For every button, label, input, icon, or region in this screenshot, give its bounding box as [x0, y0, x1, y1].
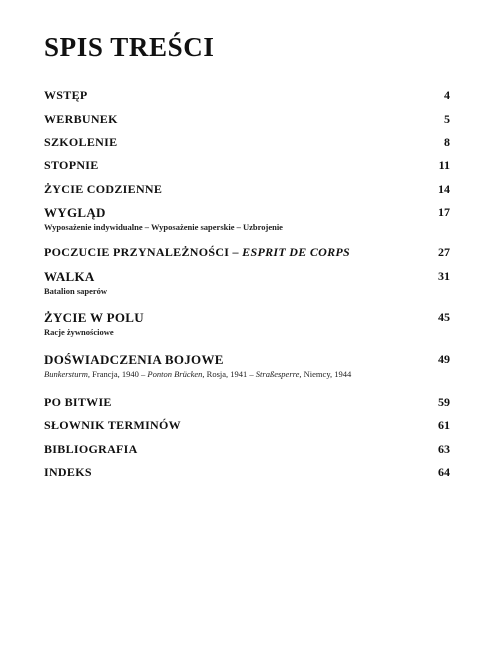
toc-entry-page: 5 — [444, 112, 450, 126]
subtitle-part: Straßesperre — [255, 369, 300, 379]
toc-entry-label-main: POCZUCIE PRZYNALEŻNOŚCI – — [44, 245, 243, 259]
toc-entry-bibliografia[interactable] — [44, 442, 450, 458]
subtitle-part: , Niemcy, 1944 — [299, 369, 352, 379]
toc-entry-label: SŁOWNIK TERMINÓW — [44, 418, 181, 432]
toc-entry-page: 14 — [438, 182, 450, 196]
toc-entry-label: BIBLIOGRAFIA — [44, 442, 138, 456]
toc-entry-wyglad[interactable] — [44, 205, 450, 232]
toc-entry-poczucie-przynaleznosci[interactable] — [44, 245, 450, 261]
toc-entry-label: ŻYCIE CODZIENNE — [44, 182, 163, 196]
toc-entry-po-bitwie[interactable] — [44, 395, 450, 411]
toc-entry-label: WERBUNEK — [44, 112, 118, 126]
toc-entry-page: 17 — [438, 205, 450, 219]
toc-entry-page: 31 — [438, 269, 450, 283]
toc-entry-zycie-codzienne[interactable] — [44, 182, 450, 198]
toc-entry-subtitle: Batalion saperów — [44, 286, 108, 296]
toc-entry-subtitle — [44, 369, 450, 379]
toc-entry-page: 45 — [438, 310, 450, 324]
toc-entry-label: WYGLĄD — [44, 205, 106, 220]
toc-entry-label: DOŚWIADCZENIA BOJOWE — [44, 352, 224, 367]
toc-entry-page: 63 — [438, 442, 450, 456]
page-title: SPIS TREŚCI — [44, 32, 215, 62]
toc-entry-page: 8 — [444, 135, 450, 149]
toc-entry-label — [44, 245, 350, 260]
toc-entry-doswiadczenia-bojowe[interactable] — [44, 352, 450, 379]
toc-entry-page: 64 — [438, 465, 450, 479]
toc-entry-stopnie[interactable] — [44, 158, 450, 174]
toc-entry-subtitle: Wyposażenie indywidualne – Wyposażenie saperskie – Uzbrojenie — [44, 222, 283, 232]
toc-entry-subtitle: Racje żywnościowe — [44, 327, 114, 337]
toc-entry-label: WSTĘP — [44, 88, 88, 102]
toc-entry-label: INDEKS — [44, 465, 92, 479]
subtitle-part: , Francja, 1940 – — [87, 369, 148, 379]
toc-entry-label: STOPNIE — [44, 158, 99, 172]
subtitle-part: Ponton Brücken — [147, 369, 203, 379]
toc-entry-page: 11 — [438, 158, 450, 172]
toc-entry-page: 59 — [438, 395, 450, 409]
toc-entry-label: ŻYCIE W POLU — [44, 310, 144, 325]
toc-entry-label-italic: ESPRIT DE CORPS — [242, 245, 351, 259]
toc-entry-indeks[interactable] — [44, 465, 450, 481]
toc-entry-werbunek[interactable] — [44, 112, 450, 128]
toc-entry-szkolenie[interactable] — [44, 135, 450, 151]
toc-entry-walka[interactable] — [44, 269, 450, 296]
toc-entry-label: PO BITWIE — [44, 395, 112, 409]
toc-entry-label: WALKA — [44, 269, 95, 284]
subtitle-part: , Rosja, 1941 – — [202, 369, 256, 379]
toc-entry-wstep[interactable] — [44, 88, 450, 104]
toc-entry-zycie-w-polu[interactable] — [44, 310, 450, 337]
toc-entry-page: 49 — [438, 352, 450, 366]
toc-entry-page: 61 — [438, 418, 450, 432]
toc-entry-label: SZKOLENIE — [44, 135, 118, 149]
toc-entry-slownik-terminow[interactable] — [44, 418, 450, 434]
toc-entry-page: 27 — [438, 245, 450, 259]
subtitle-part: Bunkersturm — [44, 369, 88, 379]
toc-entry-page: 4 — [444, 88, 450, 102]
